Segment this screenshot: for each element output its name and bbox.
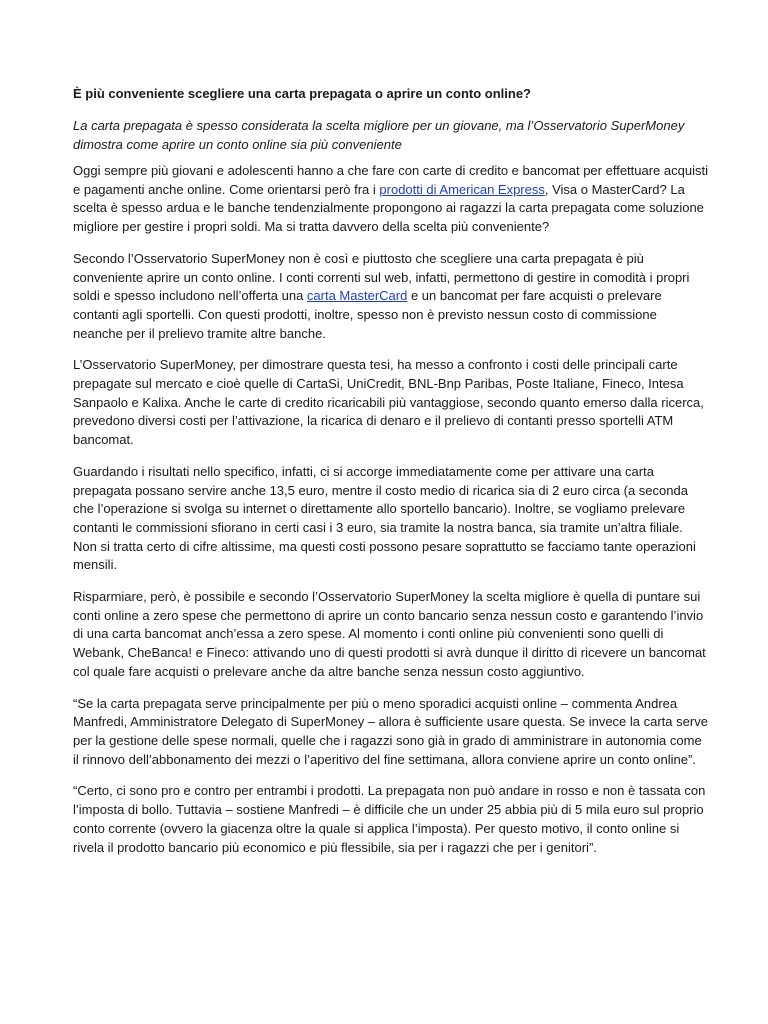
- mastercard-link[interactable]: carta MasterCard: [306, 288, 408, 304]
- paragraph-6: “Se la carta prepagata serve principalmente per più o meno sporadici acquisti online – commenta Andrea Manfredi, Amministratore Delegato di SuperMoney – allora è sufficiente usare questa. Se invece la carta serve per la gestione delle spese normali, quelle che i ragazzi sono già in grado di amministrare in autonomia come il rinnovo dell’abbonamento dei mezzi o l’aperitivo del fine settimana, allora conviene aprire un conto online”.: [73, 695, 708, 767]
- article-title: È più conveniente scegliere una carta prepagata o aprire un conto online?: [73, 86, 531, 101]
- paragraph-4: Guardando i risultati nello specifico, infatti, ci si accorge immediatamente come per attivare una carta prepagata possano servire anche 13,5 euro, mentre il costo medio di ricarica sia di 2 euro circa (a seconda che l’operazione si svolga su internet o direttamente allo sportello bancario). Inoltre, se vogliamo prelevare contanti le commissioni sfiorano in certi casi i 3 euro, sia tramite la nostra banca, sia tramite un’altra filiale. Non si tratta certo di cifre altissime, ma questi costi possono pesare soprattutto se facciamo tante operazioni mensili.: [73, 463, 696, 573]
- paragraph-2: [73, 250, 708, 344]
- paragraph-2-text-a: Secondo l’Osservatorio SuperMoney non è così e piuttosto che scegliere una carta prepagata è più conveniente aprire un conto online. I conti correnti sul web, infatti, permettono di gestire in comodità i propri soldi e spesso includono nell’offerta una: [73, 250, 690, 304]
- paragraph-7: “Certo, ci sono pro e contro per entrambi i prodotti. La prepagata non può andare in rosso e non è tassata con l’imposta di bollo. Tuttavia – sostiene Manfredi – è difficile che un under 25 abbia più di 5 mila euro sul proprio conto corrente (ovvero la giacenza oltre la quale si applica l’imposta). Per questo motivo, il conto online si rivela il prodotto bancario più economico e più flessibile, sia per i ragazzi che per i genitori”.: [73, 783, 706, 855]
- american-express-link[interactable]: prodotti di American Express: [379, 181, 545, 197]
- paragraph-5: Risparmiare, però, è possibile e secondo l’Osservatorio SuperMoney la scelta migliore è quella di puntare sui conti online a zero spese che permettono di aprire un conto bancario senza nessun costo e garantendo l’invio di una carta bancomat anch’essa a zero spese. Al momento i conti online più convenienti sono quelli di Webank, CheBanca! e Fineco: attivando uno di questi prodotti si avrà dunque il diritto di ricevere un bancomat col quale fare acquisti o prelevare anche da altre banche senza nessun costo aggiuntivo.: [73, 589, 706, 679]
- paragraph-3: L’Osservatorio SuperMoney, per dimostrare questa tesi, ha messo a confronto i costi delle principali carte prepagate sul mercato e cioè quelle di CartaSi, UniCredit, BNL-Bnp Paribas, Poste Italiane, Fineco, Intesa Sanpaolo e Kalixa. Anche le carte di credito ricaricabili più vantaggiose, secondo quanto emerso dalla ricerca, prevedono diversi costi per l’attivazione, la ricarica di denaro e il prelievo di contanti presso sportelli ATM bancomat.: [73, 357, 704, 448]
- article-subtitle: La carta prepagata è spesso considerata la scelta migliore per un giovane, ma l’Osservatorio SuperMoney dimostra come aprire un conto online sia più conveniente: [73, 118, 685, 152]
- paragraph-1: [73, 162, 708, 237]
- paragraph-2-text-b: e un bancomat per fare acquisti o prelevare contanti agli sportelli. Con questi prodotti, inoltre, spesso non è previsto nessun costo di commissione neanche per il prelievo tramite altre banche.: [73, 288, 662, 341]
- paragraph-1-text-b: , Visa o MasterCard? La scelta è spesso ardua e le banche tendenzialmente propongono ai ragazzi la carta prepagata come soluzione migliore per gestire i propri soldi. Ma si tratta davvero della scelta più conveniente?: [73, 181, 704, 235]
- paragraph-1-text-a: Oggi sempre più giovani e adolescenti hanno a che fare con carte di credito e bancomat per effettuare acquisti e pagamenti anche online. Come orientarsi però fra i: [73, 163, 708, 197]
